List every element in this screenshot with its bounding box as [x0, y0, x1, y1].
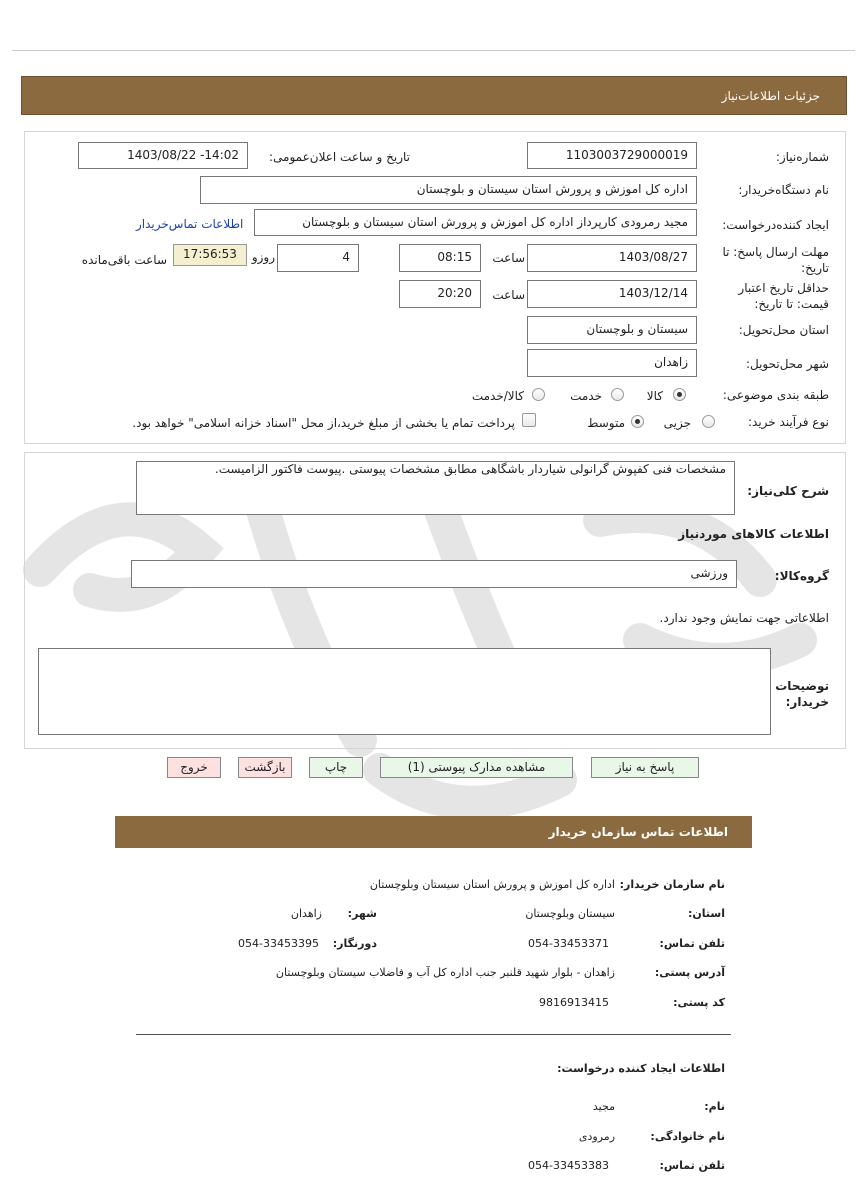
buyer-contact-link[interactable]: اطلاعات تماس‌خریدار	[136, 217, 244, 231]
goods-heading: اطلاعات کالاهای موردنیاز	[678, 527, 829, 541]
org-postal-value: 9816913415	[539, 996, 609, 1009]
buyer-org-field: اداره کل اموزش و پرورش استان سیستان و بلوچستان	[200, 176, 697, 204]
org-province-label: استان:	[688, 907, 725, 920]
creator-last-name-value: رمرودی	[578, 1130, 615, 1143]
org-name-value: اداره کل اموزش و پرورش استان سیستان وبلوچستان	[369, 878, 615, 891]
category-label: طبقه بندی موضوعی:	[722, 388, 829, 402]
org-contact-header	[115, 816, 752, 848]
category-option-goods: کالا	[646, 389, 663, 403]
attachments-button[interactable]: مشاهده مدارک پیوستی (1)	[380, 757, 573, 778]
province-field: سیستان و بلوچستان	[527, 316, 697, 344]
top-divider	[12, 50, 855, 51]
creator-phone-value: 054-33453383	[528, 1159, 609, 1172]
validity-time-field: 20:20	[399, 280, 481, 308]
treasury-checkbox[interactable]	[522, 413, 536, 427]
goods-group-field: ورزشی	[131, 560, 737, 588]
payment-note: پرداخت تمام یا بخشی از مبلغ خرید،از محل "اسناد خزانه اسلامی" خواهد بود.	[132, 416, 515, 430]
deadline-time-label: ساعت	[492, 251, 525, 265]
remaining-label: ساعت باقی‌مانده	[81, 253, 167, 267]
org-fax-label: دورنگار:	[332, 937, 377, 950]
page-header	[21, 76, 847, 115]
remaining-timer: 17:56:53	[173, 244, 247, 266]
org-phone-label: تلفن تماس:	[659, 937, 725, 950]
org-city-label: شهر:	[347, 907, 377, 920]
days-field: 4	[277, 244, 359, 272]
org-province-value: سیستان وبلوچستان	[525, 907, 615, 920]
page-title: جزئیات اطلاعات‌نیاز	[721, 89, 820, 103]
validity-date-field: 1403/12/14	[527, 280, 697, 308]
org-fax-value: 054-33453395	[238, 937, 319, 950]
creator-phone-label: تلفن تماس:	[659, 1159, 725, 1172]
org-phone-value: 054-33453371	[528, 937, 609, 950]
org-address-value: زاهدان - بلوار شهید قلنبر جنب اداره کل آب و فاضلاب سیستان وبلوچستان	[275, 966, 615, 979]
summary-label: شرح کلی‌نیاز:	[747, 484, 829, 498]
respond-button[interactable]: پاسخ به نیاز	[591, 757, 699, 778]
category-radio-service[interactable]	[611, 388, 624, 401]
org-city-value: زاهدان	[290, 907, 322, 920]
org-address-label: آدرس پستی:	[654, 966, 725, 979]
city-label: شهر محل‌تحویل:	[745, 357, 829, 371]
exit-button[interactable]: خروج	[167, 757, 221, 778]
province-label: استان محل‌تحویل:	[738, 323, 829, 337]
no-info-text: اطلاعاتی جهت نمایش وجود ندارد.	[659, 611, 829, 625]
category-radio-both[interactable]	[532, 388, 545, 401]
category-option-both: کالا/خدمت	[471, 389, 524, 403]
purchase-option-medium: متوسط	[587, 416, 625, 430]
print-button[interactable]: چاپ	[309, 757, 363, 778]
announce-field: 1403/08/22 -14:02	[78, 142, 248, 169]
creator-label: ایجاد کننده‌درخواست:	[722, 218, 829, 232]
goods-group-label: گروه‌کالا:	[774, 569, 829, 583]
buyer-org-label: نام دستگاه‌خریدار:	[738, 183, 829, 197]
validity-label: حداقل تاریخ اعتبار قیمت: تا تاریخ:	[738, 281, 829, 311]
city-field: زاهدان	[527, 349, 697, 377]
category-option-service: خدمت	[570, 389, 602, 403]
days-label: روزو	[251, 250, 275, 264]
purchase-type-label: نوع فرآیند خرید:	[748, 415, 829, 429]
deadline-time-field: 08:15	[399, 244, 481, 272]
purchase-radio-medium[interactable]	[631, 415, 644, 428]
creator-field: مجید رمرودی کارپرداز اداره کل اموزش و پرورش استان سیستان و بلوچستان	[254, 209, 697, 236]
creator-first-name-value: مجید	[592, 1100, 615, 1113]
org-postal-label: کد پستی:	[673, 996, 725, 1009]
deadline-date-field: 1403/08/27	[527, 244, 697, 272]
need-number-label: شماره‌نیاز:	[775, 150, 829, 164]
org-contact-title: اطلاعات تماس سازمان خریدار	[548, 825, 728, 839]
category-radio-goods[interactable]	[673, 388, 686, 401]
creator-first-name-label: نام:	[704, 1100, 725, 1113]
org-name-label: نام سازمان خریدار:	[619, 878, 725, 891]
creator-last-name-label: نام خانوادگی:	[650, 1130, 725, 1143]
buyer-notes-box	[38, 648, 771, 735]
purchase-radio-minor[interactable]	[702, 415, 715, 428]
summary-text: مشخصات فنی کفپوش گرانولی شیاردار باشگاهی مطابق مشخصات پیوستی .پیوست فاکتور الزامیست.	[136, 461, 735, 515]
back-button[interactable]: بازگشت	[238, 757, 292, 778]
announce-label: تاریخ و ساعت اعلان‌عمومی:	[268, 150, 410, 164]
purchase-option-minor: جزیی	[663, 416, 691, 430]
section-divider	[136, 1034, 731, 1035]
need-number-field: 1103003729000019	[527, 142, 697, 169]
deadline-label: مهلت ارسال پاسخ: تا تاریخ:	[722, 245, 829, 275]
buyer-notes-label: توضیحات خریدار:	[775, 679, 829, 709]
validity-time-label: ساعت	[492, 288, 525, 302]
creator-info-title: اطلاعات ایجاد کننده درخواست:	[557, 1062, 725, 1075]
